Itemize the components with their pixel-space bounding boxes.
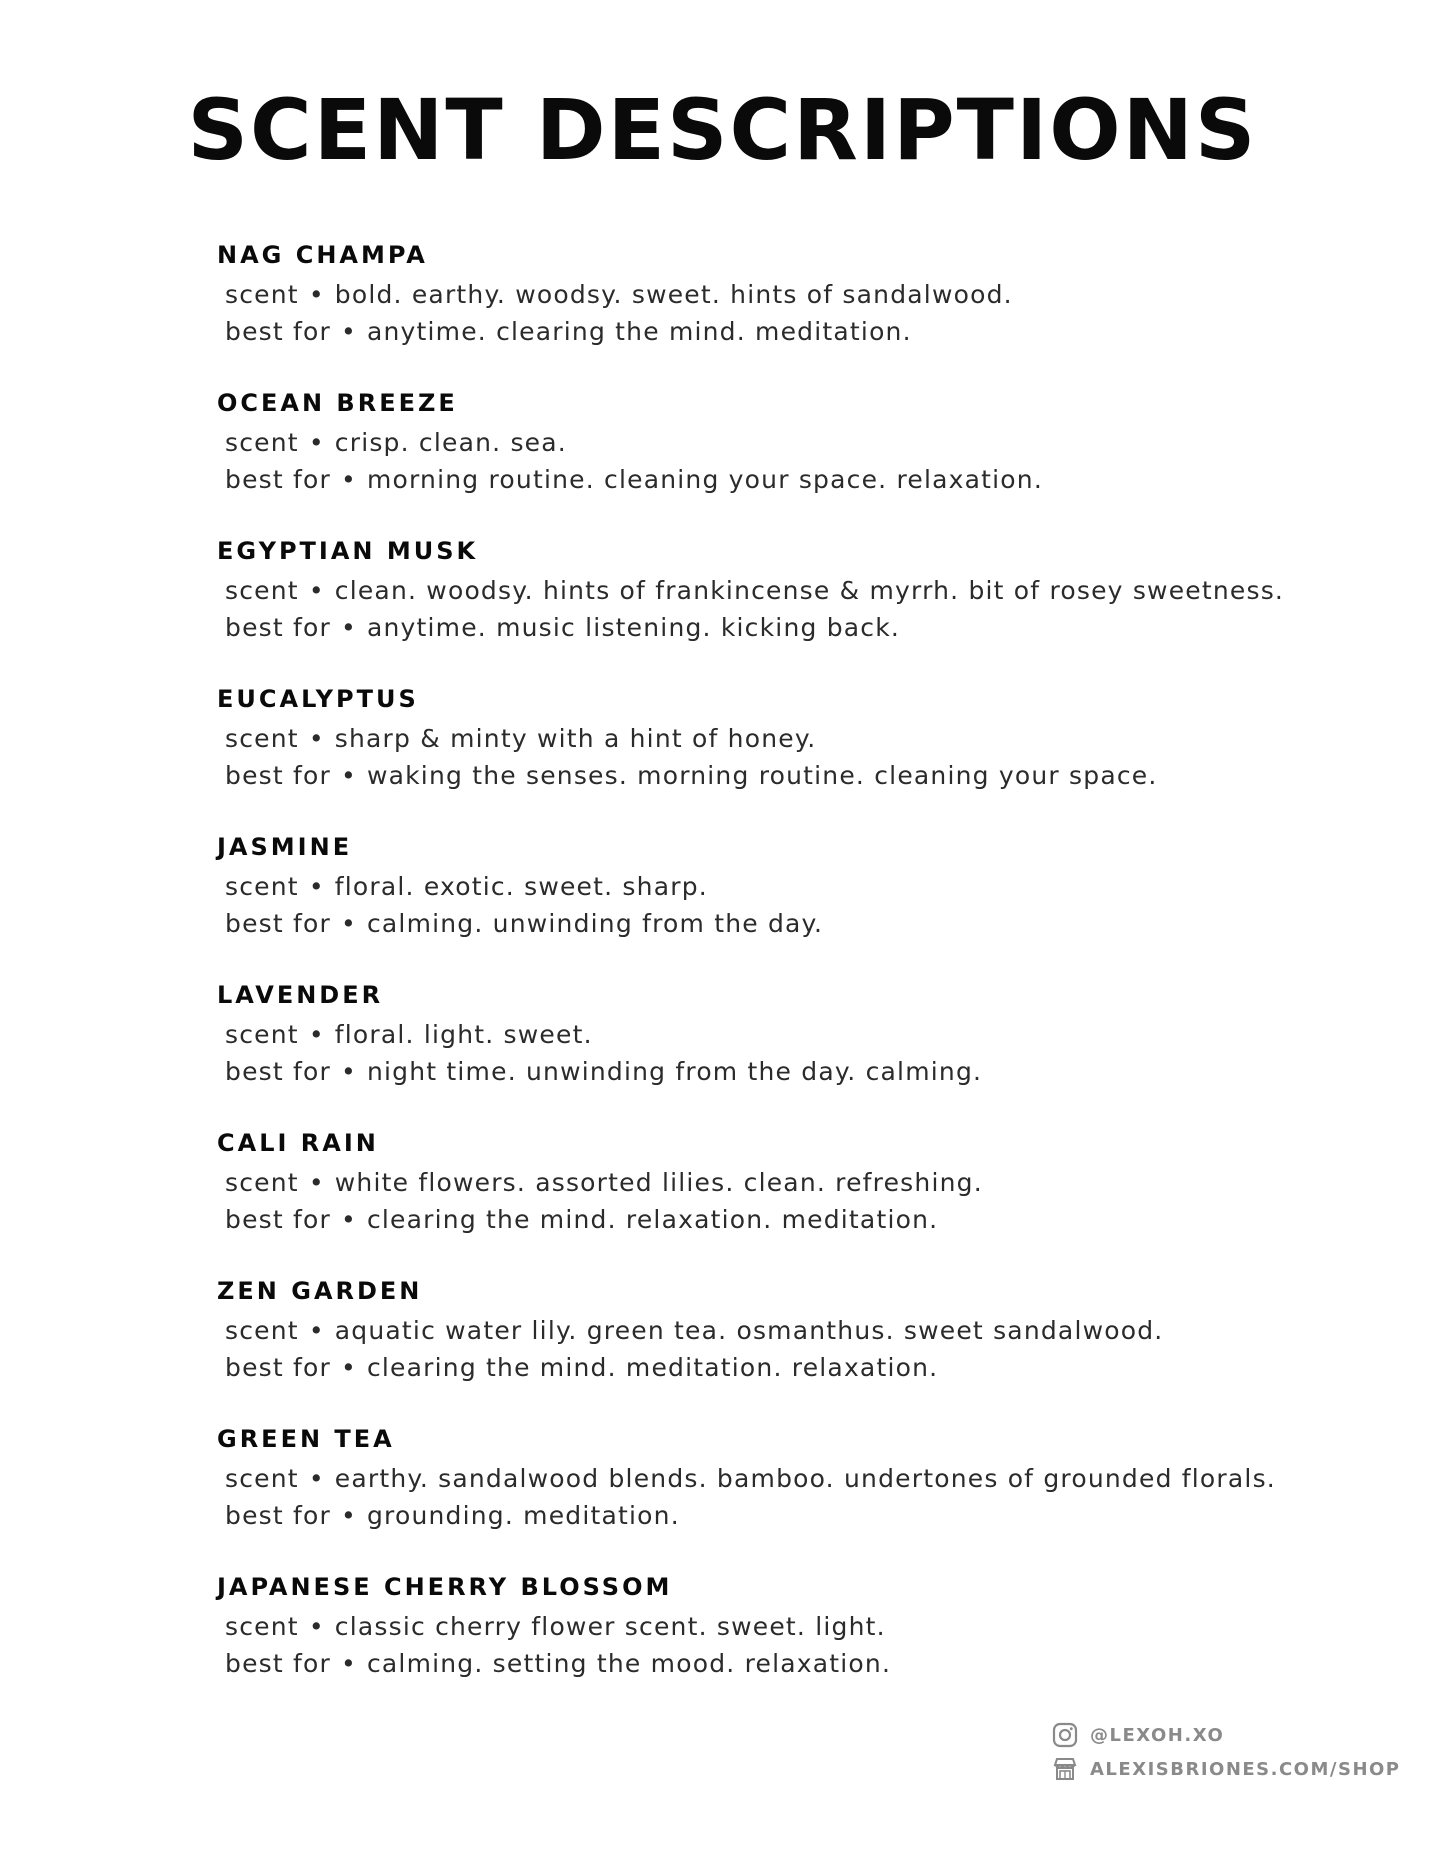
best-for-description: morning routine. cleaning your space. relaxation. xyxy=(366,465,1043,494)
scent-name: EUCALYPTUS xyxy=(217,685,419,713)
scent-name: NAG CHAMPA xyxy=(217,241,428,269)
scent-label: scent xyxy=(225,280,299,309)
scent-name: ZEN GARDEN xyxy=(217,1277,423,1305)
scent-description-line xyxy=(217,1460,1317,1497)
best-for-description: grounding. meditation. xyxy=(366,1501,680,1530)
scent-description-line xyxy=(217,1312,1317,1349)
scent-entry xyxy=(217,1572,1317,1720)
best-for-line xyxy=(217,313,1317,350)
bullet-separator: • xyxy=(341,317,357,346)
scent-label: scent xyxy=(225,1316,299,1345)
instagram-icon xyxy=(1052,1722,1078,1748)
scent-label: scent xyxy=(225,724,299,753)
best-for-description: waking the senses. morning routine. cleaning your space. xyxy=(366,761,1158,790)
best-for-description: calming. setting the mood. relaxation. xyxy=(366,1649,892,1678)
scent-description: crisp. clean. sea. xyxy=(334,428,567,457)
best-for-line xyxy=(217,757,1317,794)
scent-description-line xyxy=(217,276,1317,313)
bullet-separator: • xyxy=(341,909,357,938)
best-for-label: best for xyxy=(225,465,331,494)
bullet-separator: • xyxy=(341,1649,357,1678)
bullet-separator: • xyxy=(308,1464,325,1493)
scent-list xyxy=(217,240,1317,1720)
scent-name: GREEN TEA xyxy=(217,1425,395,1453)
scent-description-line xyxy=(217,720,1317,757)
scent-description-line xyxy=(217,572,1317,609)
bullet-separator: • xyxy=(308,428,325,457)
storefront-icon xyxy=(1052,1756,1078,1782)
best-for-label: best for xyxy=(225,1205,331,1234)
scent-description-line xyxy=(217,424,1317,461)
scent-entry xyxy=(217,1128,1317,1276)
scent-label: scent xyxy=(225,1168,299,1197)
footer xyxy=(1052,1718,1412,1786)
scent-description-line xyxy=(217,1164,1317,1201)
best-for-description: calming. unwinding from the day. xyxy=(366,909,824,938)
bullet-separator: • xyxy=(308,724,325,753)
bullet-separator: • xyxy=(308,872,325,901)
best-for-line xyxy=(217,1201,1317,1238)
scent-description-line xyxy=(217,868,1317,905)
scent-name: LAVENDER xyxy=(217,981,384,1009)
instagram-handle[interactable]: @LEXOH.XO xyxy=(1090,1724,1225,1746)
best-for-line xyxy=(217,905,1317,942)
scent-description: floral. light. sweet. xyxy=(334,1020,593,1049)
best-for-label: best for xyxy=(225,761,331,790)
bullet-separator: • xyxy=(308,1168,325,1197)
scent-name: CALI RAIN xyxy=(217,1129,379,1157)
shop-url[interactable]: ALEXISBRIONES.COM/SHOP xyxy=(1090,1758,1401,1780)
scent-name: JAPANESE CHERRY BLOSSOM xyxy=(217,1573,673,1601)
best-for-description: clearing the mind. meditation. relaxation. xyxy=(366,1353,939,1382)
best-for-description: clearing the mind. relaxation. meditation. xyxy=(366,1205,939,1234)
scent-label: scent xyxy=(225,428,299,457)
bullet-separator: • xyxy=(341,613,357,642)
best-for-label: best for xyxy=(225,613,331,642)
scent-entry xyxy=(217,1276,1317,1424)
instagram-row[interactable] xyxy=(1052,1718,1412,1752)
scent-label: scent xyxy=(225,1464,299,1493)
best-for-description: anytime. clearing the mind. meditation. xyxy=(366,317,912,346)
best-for-label: best for xyxy=(225,1353,331,1382)
best-for-description: night time. unwinding from the day. calming. xyxy=(366,1057,983,1086)
scent-description-line xyxy=(217,1608,1317,1645)
scent-description-line xyxy=(217,1016,1317,1053)
best-for-line xyxy=(217,461,1317,498)
best-for-line xyxy=(217,1349,1317,1386)
scent-description: aquatic water lily. green tea. osmanthus. sweet sandalwood. xyxy=(334,1316,1164,1345)
bullet-separator: • xyxy=(308,576,325,605)
bullet-separator: • xyxy=(308,1612,325,1641)
bullet-separator: • xyxy=(341,1353,357,1382)
best-for-line xyxy=(217,1053,1317,1090)
scent-entry xyxy=(217,980,1317,1128)
bullet-separator: • xyxy=(341,1057,357,1086)
scent-name: EGYPTIAN MUSK xyxy=(217,537,479,565)
scent-name: JASMINE xyxy=(217,833,353,861)
scent-entry xyxy=(217,536,1317,684)
bullet-separator: • xyxy=(341,1501,357,1530)
best-for-label: best for xyxy=(225,1501,331,1530)
scent-entry xyxy=(217,832,1317,980)
scent-description: earthy. sandalwood blends. bamboo. undertones of grounded florals. xyxy=(334,1464,1276,1493)
shop-row[interactable] xyxy=(1052,1752,1412,1786)
scent-label: scent xyxy=(225,872,299,901)
scent-label: scent xyxy=(225,1020,299,1049)
bullet-separator: • xyxy=(308,1020,325,1049)
scent-entry xyxy=(217,1424,1317,1572)
best-for-line xyxy=(217,1497,1317,1534)
scent-label: scent xyxy=(225,576,299,605)
best-for-label: best for xyxy=(225,909,331,938)
best-for-label: best for xyxy=(225,317,331,346)
page-title: SCENT DESCRIPTIONS xyxy=(187,81,1258,179)
scent-entry xyxy=(217,240,1317,388)
best-for-label: best for xyxy=(225,1649,331,1678)
bullet-separator: • xyxy=(341,1205,357,1234)
bullet-separator: • xyxy=(308,1316,325,1345)
best-for-line xyxy=(217,1645,1317,1682)
scent-description: white flowers. assorted lilies. clean. refreshing. xyxy=(334,1168,983,1197)
best-for-label: best for xyxy=(225,1057,331,1086)
scent-description: clean. woodsy. hints of frankincense & myrrh. bit of rosey sweetness. xyxy=(334,576,1285,605)
scent-entry xyxy=(217,388,1317,536)
scent-description: floral. exotic. sweet. sharp. xyxy=(334,872,708,901)
scent-name: OCEAN BREEZE xyxy=(217,389,458,417)
scent-label: scent xyxy=(225,1612,299,1641)
best-for-line xyxy=(217,609,1317,646)
bullet-separator: • xyxy=(308,280,325,309)
scent-description: sharp & minty with a hint of honey. xyxy=(334,724,817,753)
scent-entry xyxy=(217,684,1317,832)
scent-description: classic cherry flower scent. sweet. light. xyxy=(334,1612,886,1641)
best-for-description: anytime. music listening. kicking back. xyxy=(366,613,901,642)
bullet-separator: • xyxy=(341,465,357,494)
bullet-separator: • xyxy=(341,761,357,790)
scent-description: bold. earthy. woodsy. sweet. hints of sandalwood. xyxy=(334,280,1013,309)
